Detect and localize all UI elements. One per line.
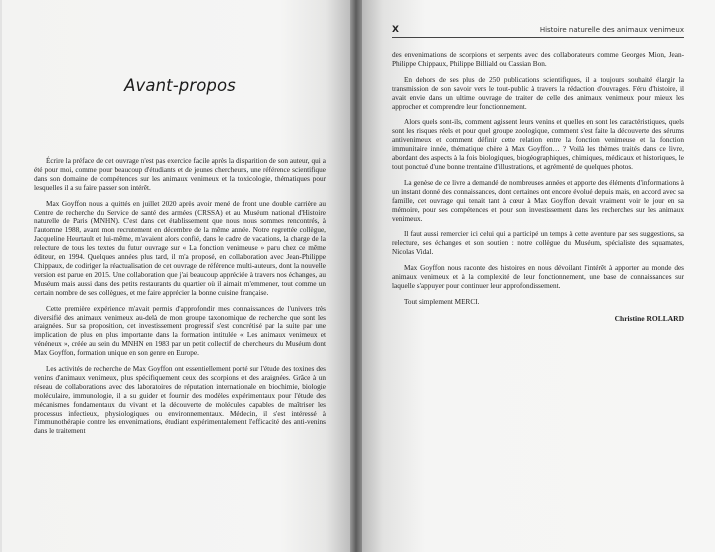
author-signature: Christine ROLLARD [614, 313, 684, 323]
paragraph: Écrire la préface de cet ouvrage n'est pas exercice facile après la disparition de son auteur, qui a été pour moi, comme pour beaucoup d'étudiants et de jeunes chercheurs, une référence scientifique dans son domaine de compétences sur les animaux venimeux et la toxicologie, thématiques pour lesquelles il a su faire passer son intérêt. [34, 157, 326, 192]
paragraph: des envenimations de scorpions et serpents avec des collaborateurs comme Georges Mion, Jean-Philippe Chippaux, Philippe Billiald ou Cassian Bon. [392, 51, 684, 68]
left-page [0, 0, 350, 552]
book-gutter [350, 0, 362, 552]
paragraph: Les activités de recherche de Max Goyffon ont essentiellement porté sur l'étude des toxines des venins d'animaux venimeux, plus spécifiquement ceux des scorpions et des araignées. Grâce à un réseau de collaborations avec des laboratoires de réputation internationale en biochimie, biologie moléculaire, immunologie, il a su guider et fournir des modèles expérimentaux pour l'étude des mécanismes fondamentaux du vivant et la découverte de molécules capables de maîtriser les processus infectieux, physiologiques ou environnementaux. Médecin, il s'est intéressé à l'immunothérapie contre les envenimations, étudiant expérimentalement l'efficacité des anti-venins dans le traitement [34, 365, 326, 436]
paragraph: Il faut aussi remercier ici celui qui a participé un temps à cette aventure par ses suggestions, sa relecture, ses échanges et son soutien : notre collègue du Muséum, spécialiste des squamates, Nicolas Vidal. [392, 230, 684, 257]
paragraph: Max Goyffon nous a quittés en juillet 2020 après avoir mené de front une double carrière au Centre de recherche du Service de santé des armées (CRSSA) et au Muséum national d'Histoire naturelle de Paris (MNHN). C'est dans cet établissement que nous nous sommes rencontrés, à l'automne 1988, avant mon recrutement en décembre de la même année. Notre regrettée collègue, Jacqueline Heurtault et lui-même, m'avaient alors confié, dans le cadre de vacations, la charge de la relecture de tous les textes du futur ouvrage sur « La fonction venimeuse » paru chez ce même éditeur, en 1994. Quelques années plus tard, il m'a proposé, en collaboration avec Jean-Philippe Chippaux, de codiriger la réactualisation de cet ouvrage de référence multi-auteurs, dont la nouvelle version est parue en 2015. Une collaboration que j'ai beaucoup appréciée à travers nos échanges, au Muséum mais aussi dans des petits restaurants du quartier où il aimait m'emmener, tout comme un certain nombre de ses collègues, et me faire apprécier la bonne cuisine française. [34, 199, 326, 297]
page-header [392, 25, 684, 38]
page-number: X [392, 25, 399, 35]
chapter-title: Avant-propos [124, 76, 236, 95]
left-page-body [34, 157, 326, 443]
paragraph: Max Goyffon nous raconte des histoires en nous dévoilant l'intérêt à apporter au monde des animaux venimeux et à la complexité de leur fonctionnement, une base de connaissances sur laquelle s'appuyer pour continuer leur approfondissement. [392, 264, 684, 290]
paragraph: En dehors de ses plus de 250 publications scientifiques, il a toujours souhaité élargir la transmission de son savoir vers le tout-public à travers la rédaction d'ouvrages. Féru d'histoire, il avait envie dans un ultime ouvrage de traiter de celle des animaux venimeux pour mieux les approcher et comprendre leur fonctionnement. [392, 75, 684, 111]
running-head: Histoire naturelle des animaux venimeux [539, 26, 684, 34]
right-page-body [392, 51, 684, 323]
paragraph: Tout simplement MERCI. [404, 297, 480, 306]
paragraph: Alors quels sont-ils, comment agissent leurs venins et quelles en sont les caractéristiques, quels sont les risques réels et pour quel groupe zoologique, comment s'est faite la découverte des sérums antivenimeux et comment définir cette relation entre la fonction venimeuse et la fonction immunitaire innée, thématique chère à Max Goyffon… ? Voilà les thèmes traités dans ce livre, abordant des aspects à la fois biologiques, biogéographiques, chimiques, médicaux et historiques, le tout ponctué d'une bonne trentaine d'illustrations, et agrémenté de quelques photos. [392, 118, 684, 171]
page-edge [0, 0, 2, 552]
paragraph: Cette première expérience m'avait permis d'approfondir mes connaissances de l'univers très diversifié des animaux venimeux au-delà de mon groupe taxonomique de recherche que sont les araignées. Sur sa proposition, cet investissement progressif s'est concrétisé par la suite par une implication de plus en plus importante dans la formation intitulée « Les animaux venimeux et vénéneux », créée au sein du MNHN en 1983 par un petit collectif de chercheurs du Muséum dont Max Goyffon, formation unique en son genre en Europe. [34, 304, 326, 358]
paragraph: La genèse de ce livre a demandé de nombreuses années et apporte des éléments d'informations à un instant donné des connaissances, dont certaines ont encore évolué depuis mais, en accord avec sa famille, cet ouvrage qui tenait tant à cœur à Max Goyffon devait vraiment voir le jour en sa mémoire, pour ses compétences et pour son investissement dans les recherches sur les animaux venimeux. [392, 178, 684, 223]
